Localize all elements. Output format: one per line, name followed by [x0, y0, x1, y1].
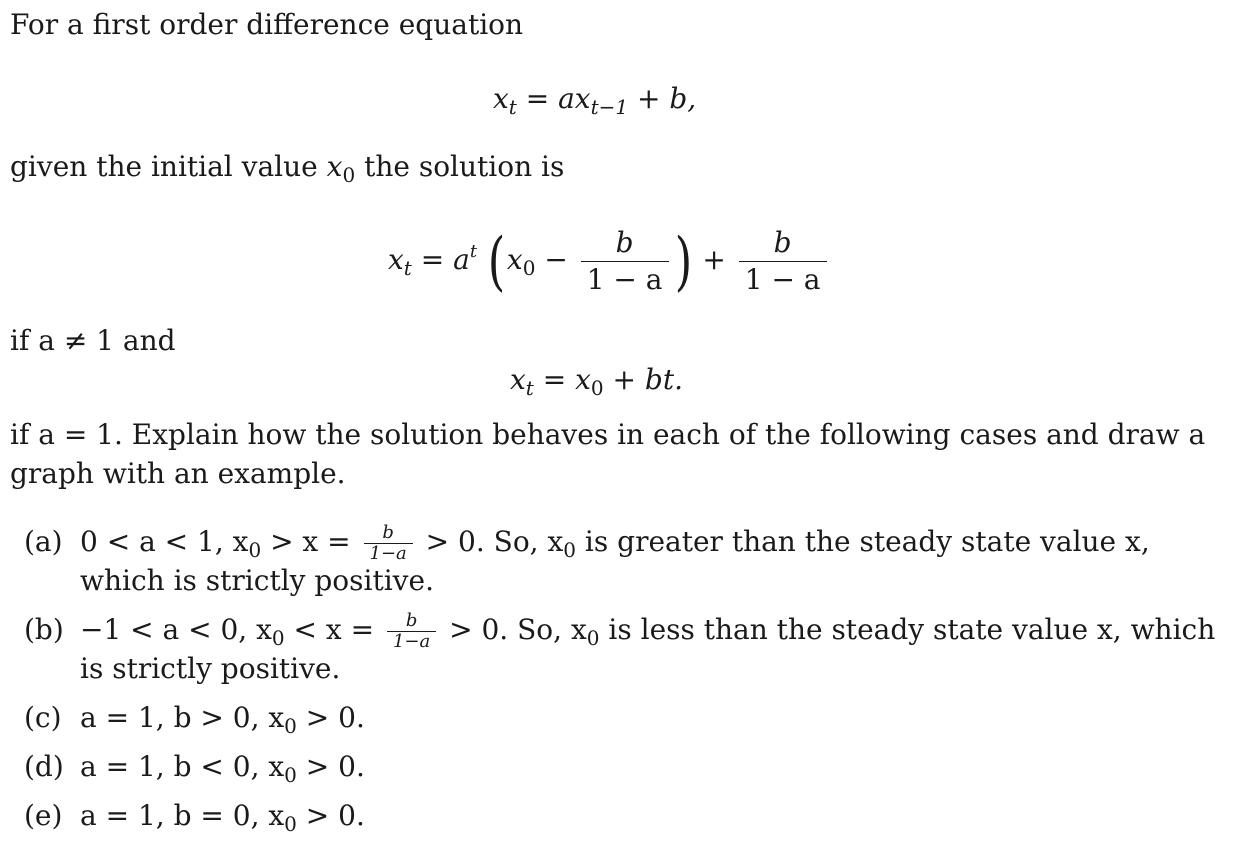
- item-sub: 0: [284, 714, 297, 738]
- item-fraction: [364, 523, 413, 564]
- eq1-rhs-sub: t−1: [590, 95, 629, 119]
- item-sub: 0: [284, 812, 297, 836]
- eq1-lhs-sub: t: [508, 95, 517, 119]
- eq3-sub2: 0: [590, 376, 604, 400]
- list-item-c: [24, 701, 365, 743]
- item-post: > 0. So, x: [416, 525, 564, 558]
- item-post2: is less than the steady state value x, which: [599, 613, 1216, 646]
- item-post: > 0.: [296, 799, 365, 832]
- left-paren-icon: (: [487, 224, 506, 299]
- eq2-lhs-sub: t: [403, 256, 412, 280]
- item-sub2: 0: [563, 538, 577, 562]
- item-frac-num: b: [405, 610, 418, 631]
- item-label: (e): [24, 799, 63, 832]
- frac2-den: 1 − a: [739, 261, 827, 298]
- given-text-1: given the initial value: [10, 150, 327, 183]
- given-var: x: [326, 150, 343, 183]
- item-sub: 0: [248, 538, 262, 562]
- item-label: (d): [24, 750, 64, 783]
- item-pre: a = 1, b = 0, x: [80, 799, 285, 832]
- condition-a-not-1: if a ≠ 1 and: [10, 324, 176, 357]
- instruction-line-2: graph with an example.: [10, 457, 346, 490]
- item-pre: −1 < a < 0, x: [80, 613, 272, 646]
- list-item-a-continuation: which is strictly positive.: [80, 564, 434, 597]
- eq2-plus: +: [693, 243, 735, 276]
- right-paren-icon: ): [674, 224, 692, 299]
- eq1-equals: =: [516, 82, 559, 115]
- fraction-b-over-1-minus-a: [581, 225, 669, 298]
- eq2-minus: −: [535, 243, 577, 276]
- item-post: > 0.: [296, 701, 365, 734]
- eq2-equals: = a: [411, 243, 470, 276]
- eq1-lhs: x: [493, 82, 509, 115]
- given-text: [10, 150, 564, 192]
- instruction-line-1: if a = 1. Explain how the solution behaves in each of the following cases and draw a: [10, 418, 1206, 451]
- list-item-e: [24, 799, 365, 841]
- list-item-b-continuation: is strictly positive.: [80, 652, 341, 685]
- item-pre: a = 1, b > 0, x: [80, 701, 285, 734]
- frac2-num: b: [773, 226, 792, 259]
- item-sub: 0: [284, 763, 297, 787]
- list-item-d: [24, 750, 365, 792]
- item-label: (a): [24, 525, 63, 558]
- item-label: (b): [24, 613, 64, 646]
- item-fraction: [387, 611, 436, 652]
- item-sub: 0: [271, 626, 285, 650]
- eq3-equals: = x: [533, 363, 591, 396]
- item-post2: is greater than the steady state value x,: [576, 525, 1150, 558]
- item-frac-den: 1−a: [387, 631, 436, 652]
- frac-num: b: [615, 226, 634, 259]
- item-sub2: 0: [586, 626, 600, 650]
- eq3-lhs-sub: t: [525, 376, 534, 400]
- eq2-sup: t: [469, 241, 478, 262]
- solution-a-equals-1: [510, 363, 683, 405]
- item-frac-num: b: [382, 522, 394, 543]
- difference-equation: [493, 82, 696, 124]
- item-pre: 0 < a < 1, x: [80, 525, 249, 558]
- item-mid: < x =: [284, 613, 383, 646]
- given-sub: 0: [342, 163, 356, 187]
- intro-text: For a first order difference equation: [10, 8, 524, 41]
- eq3-lhs: x: [510, 363, 526, 396]
- eq2-inner-sub: 0: [522, 256, 536, 280]
- list-item-b: [24, 610, 1215, 658]
- list-item-a: [24, 522, 1150, 570]
- frac-den: 1 − a: [581, 261, 669, 298]
- eq3-rest: + bt.: [603, 363, 683, 396]
- eq2-inner-x: x: [506, 243, 523, 276]
- item-label: (c): [24, 701, 62, 734]
- fraction-b-over-1-minus-a-2: [739, 225, 827, 298]
- item-post: > 0.: [296, 750, 365, 783]
- item-pre: a = 1, b < 0, x: [80, 750, 285, 783]
- item-mid: > x =: [261, 525, 360, 558]
- given-text-2: the solution is: [355, 150, 565, 183]
- eq1-rhs-a: ax: [558, 82, 591, 115]
- solution-equation: [388, 212, 831, 299]
- item-post: > 0. So, x: [440, 613, 587, 646]
- eq1-rhs-rest: + b,: [628, 82, 697, 115]
- eq2-lhs: x: [388, 243, 404, 276]
- item-frac-den: 1−a: [364, 543, 413, 564]
